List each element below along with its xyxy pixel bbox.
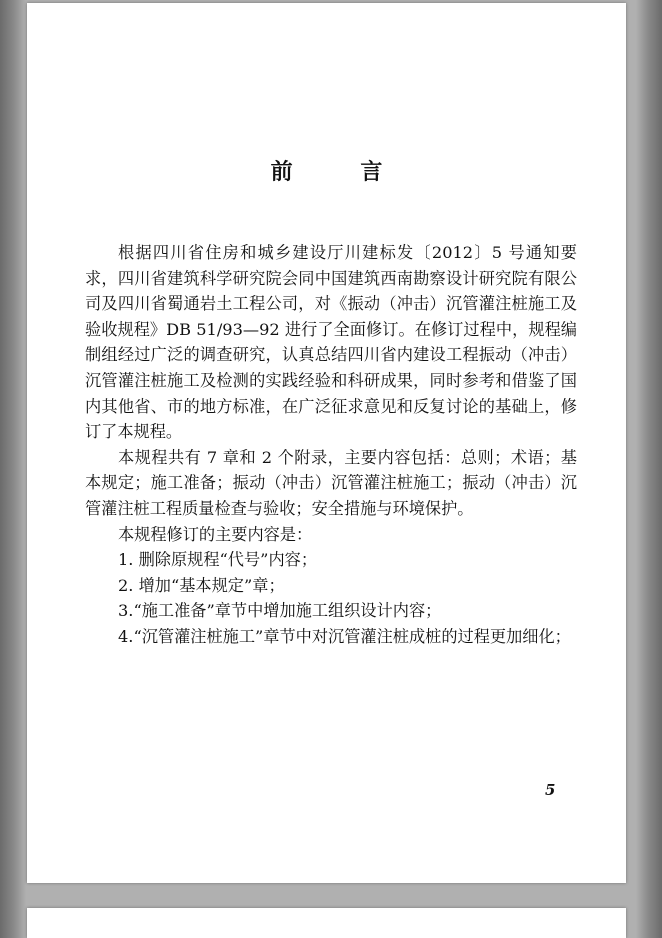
page-number: 5 — [545, 781, 556, 799]
list-item-3: 3.“施工准备”章节中增加施工组织设计内容； — [118, 601, 442, 621]
document-page — [27, 3, 626, 883]
list-item-1: 1. 删除原规程“代号”内容； — [118, 550, 318, 570]
preface-body — [85, 240, 577, 650]
paragraph-intro: 根据四川省住房和城乡建设厅川建标发〔2012〕5 号通知要求，四川省建筑科学研究院会同中国建筑西南勘察设计研究院有限公司及四川省蜀通岩土工程公司，对《振动（冲击）沉管灌注桩施工及验收规程》DB 51/93—92 进行了全面修订。在修订过程中，规程编制组经过广泛的调查研究，认真总结四川省内建设工程振动（冲击）沉管灌注桩施工及检测的实践经验和科研成果，同时参考和借鉴了国内其他省、市的地方标准，在广泛征求意见和反复讨论的基础上，修订了本规程。 — [85, 243, 577, 442]
paragraph-revision-heading: 本规程修订的主要内容是： — [118, 524, 313, 544]
list-item-2: 2. 增加“基本规定”章； — [118, 575, 285, 595]
list-item-4: 4.“沉管灌注桩施工”章节中对沉管灌注桩成桩的过程更加细化； — [118, 626, 571, 646]
page-title: 前 言 — [270, 159, 413, 185]
next-page-edge — [27, 908, 626, 938]
paragraph-contents: 本规程共有 7 章和 2 个附录，主要内容包括：总则；术语；基本规定；施工准备；振动（冲击）沉管灌注桩施工；振动（冲击）沉管灌注桩工程质量检查与验收；安全措施与环境保护。 — [85, 447, 577, 518]
